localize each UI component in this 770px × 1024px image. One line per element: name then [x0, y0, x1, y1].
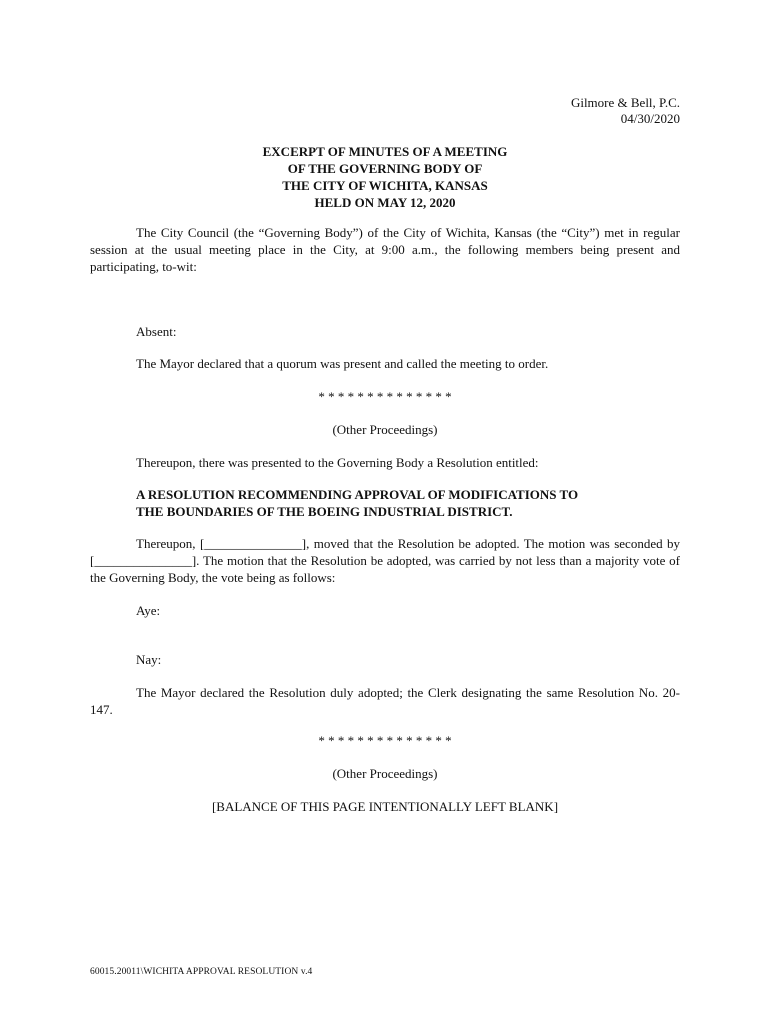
balance-notice: [BALANCE OF THIS PAGE INTENTIONALLY LEFT BLANK] — [211, 799, 559, 814]
resolution-title — [136, 486, 680, 520]
adopted-paragraph: The Mayor declared the Resolution duly adopted; the Clerk designating the same Resolution No. 20-147. — [90, 685, 680, 717]
title-line-1: EXCERPT OF MINUTES OF A MEETING — [262, 144, 508, 159]
document-date: 04/30/2020 — [620, 111, 680, 126]
presented-paragraph: Thereupon, there was presented to the Governing Body a Resolution entitled: — [136, 455, 539, 470]
title-line-2: OF THE GOVERNING BODY OF — [287, 161, 483, 176]
intro-paragraph: The City Council (the “Governing Body”) of the City of Wichita, Kansas (the “City”) met in regular session at the usual meeting place in the City, at 9:00 a.m., the following members being present and participating, to-wit: — [90, 225, 680, 274]
footer-document-id: 60015.20011\WICHITA APPROVAL RESOLUTION v.4 — [90, 967, 313, 977]
aye-label: Aye: — [136, 603, 161, 618]
motion-paragraph: Thereupon, [_______________], moved that the Resolution be adopted. The motion was seconded by [_______________]. The motion that the Resolution be adopted, was carried by not less than a majority vote of the Governing Body, the vote being as follows: — [90, 536, 680, 585]
resolution-title-line-1: A RESOLUTION RECOMMENDING APPROVAL OF MODIFICATIONS TO — [136, 487, 579, 502]
nay-label: Nay: — [136, 652, 162, 667]
other-proceedings-2: (Other Proceedings) — [332, 766, 438, 781]
quorum-paragraph: The Mayor declared that a quorum was present and called the meeting to order. — [136, 356, 549, 371]
separator-1: * * * * * * * * * * * * * * — [318, 389, 452, 404]
title-line-3: THE CITY OF WICHITA, KANSAS — [282, 178, 488, 193]
document-title — [90, 143, 680, 211]
separator-2: * * * * * * * * * * * * * * — [318, 733, 452, 748]
resolution-title-line-2: THE BOUNDARIES OF THE BOEING INDUSTRIAL DISTRICT. — [136, 504, 513, 519]
firm-name: Gilmore & Bell, P.C. — [570, 95, 680, 110]
other-proceedings-1: (Other Proceedings) — [332, 422, 438, 437]
title-line-4: HELD ON MAY 12, 2020 — [314, 195, 456, 210]
absent-label: Absent: — [136, 324, 177, 339]
